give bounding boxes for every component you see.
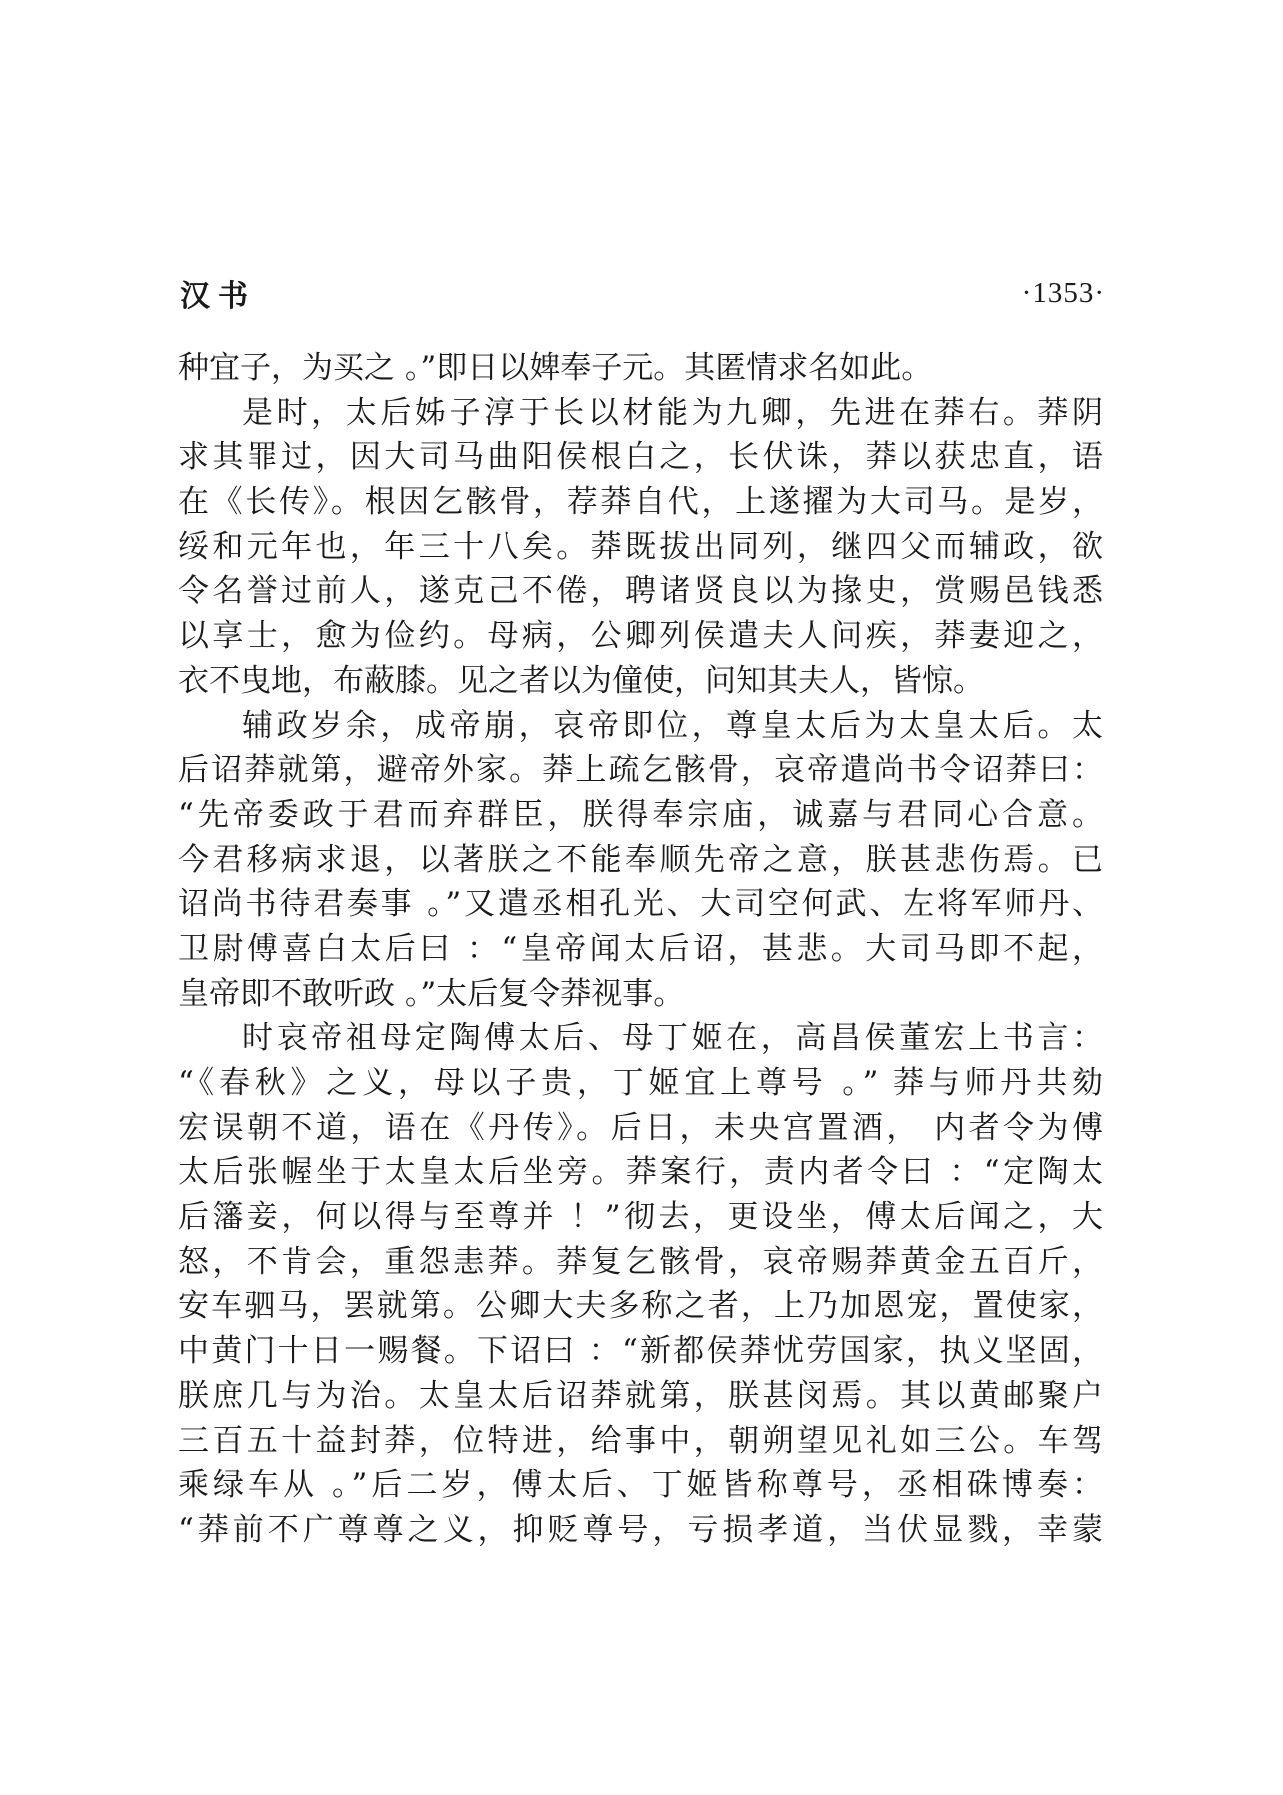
text-line: 求其罪过，因大司马曲阳侯根白之，长伏诛，莽以获忠直，语 bbox=[178, 439, 1103, 476]
text-line: 后籓妾，何以得与至尊并 ！”彻去，更设坐，傅太后闻之，大 bbox=[178, 1199, 1103, 1236]
text-line: 以享士，愈为俭约。母病，公卿列侯遣夫人问疾，莽妻迎之， bbox=[178, 618, 1103, 655]
text-line: 后诏莽就第，避帝外家。莽上疏乞骸骨，哀帝遣尚书令诏莽曰： bbox=[178, 752, 1103, 789]
body-text bbox=[178, 346, 1103, 1553]
text-line: 宏误朝不道，语在《丹传》。后日，未央宫置酒， 内者令为傅 bbox=[178, 1109, 1103, 1146]
text-line: 今君移病求退，以著朕之不能奉顺先帝之意，朕甚悲伤焉。已 bbox=[178, 841, 1103, 878]
text-line: 太后张幄坐于太皇太后坐旁。莽案行，责内者令曰 ：“定陶太 bbox=[178, 1154, 1103, 1191]
text-line: 种宜子，为买之 。”即日以婢奉子元。其匿情求名如此。 bbox=[178, 350, 933, 386]
text-line: 令名誉过前人，遂克己不倦，聘诸贤良以为掾史，赏赐邑钱悉 bbox=[178, 573, 1103, 610]
page-number: ·1353· bbox=[1021, 276, 1105, 309]
text-line: “先帝委政于君而弃群臣，朕得奉宗庙，诚嘉与君同心合意。 bbox=[178, 796, 1103, 833]
text-line: 朕庶几与为治。太皇太后诏莽就第，朕甚闵焉。其以黄邮聚户 bbox=[178, 1377, 1103, 1414]
text-line: 三百五十益封莽，位特进，给事中，朝朔望见礼如三公。车驾 bbox=[178, 1422, 1103, 1459]
text-line: 诏尚书待君奏事 。”又遣丞相孔光、大司空何武、左将军师丹、 bbox=[178, 886, 1103, 923]
book-title: 汉书 bbox=[180, 279, 256, 314]
text-line: 绥和元年也，年三十八矣。莽既拔出同列，继四父而辅政，欲 bbox=[178, 528, 1103, 565]
text-line: 辅政岁余，成帝崩，哀帝即位，尊皇太后为太皇太后。太 bbox=[242, 707, 1103, 744]
page-header bbox=[180, 270, 1105, 316]
text-line: “《春秋》之义，母以子贵，丁姬宜上尊号 。” 莽与师丹共劾 bbox=[178, 1065, 1103, 1101]
text-line: 卫尉傅喜白太后曰 ：“皇帝闻太后诏，甚悲。大司马即不起， bbox=[178, 930, 1103, 967]
text-line: 皇帝即不敢听政 。”太后复令莽视事。 bbox=[178, 975, 685, 1012]
text-line: 在《长传》。根因乞骸骨，荐莽自代，上遂擢为大司马。是岁， bbox=[178, 484, 1103, 521]
text-line: 怒，不肯会，重怨恚莽。莽复乞骸骨，哀帝赐莽黄金五百斤， bbox=[178, 1243, 1103, 1280]
text-line: 衣不曳地，布蔽膝。见之者以为僮使，问知其夫人，皆惊。 bbox=[178, 662, 984, 699]
text-line: “莽前不广尊尊之义，抑贬尊号，亏损孝道，当伏显戮，幸蒙 bbox=[178, 1511, 1103, 1548]
text-line: 是时，太后姊子淳于长以材能为九卿，先进在莽右。莽阴 bbox=[242, 394, 1103, 431]
text-line: 乘绿车从 。”后二岁，傅太后、丁姬皆称尊号，丞相硃博奏： bbox=[178, 1467, 1103, 1504]
text-line: 安车驷马，罢就第。公卿大夫多称之者，上乃加恩宠，置使家， bbox=[178, 1288, 1103, 1325]
text-line: 时哀帝祖母定陶傅太后、母丁姬在，高昌侯董宏上书言： bbox=[242, 1020, 1103, 1057]
text-line: 中黄门十日一赐餐。下诏曰 ：“新都侯莽忧劳国家，执义坚固， bbox=[178, 1333, 1103, 1370]
